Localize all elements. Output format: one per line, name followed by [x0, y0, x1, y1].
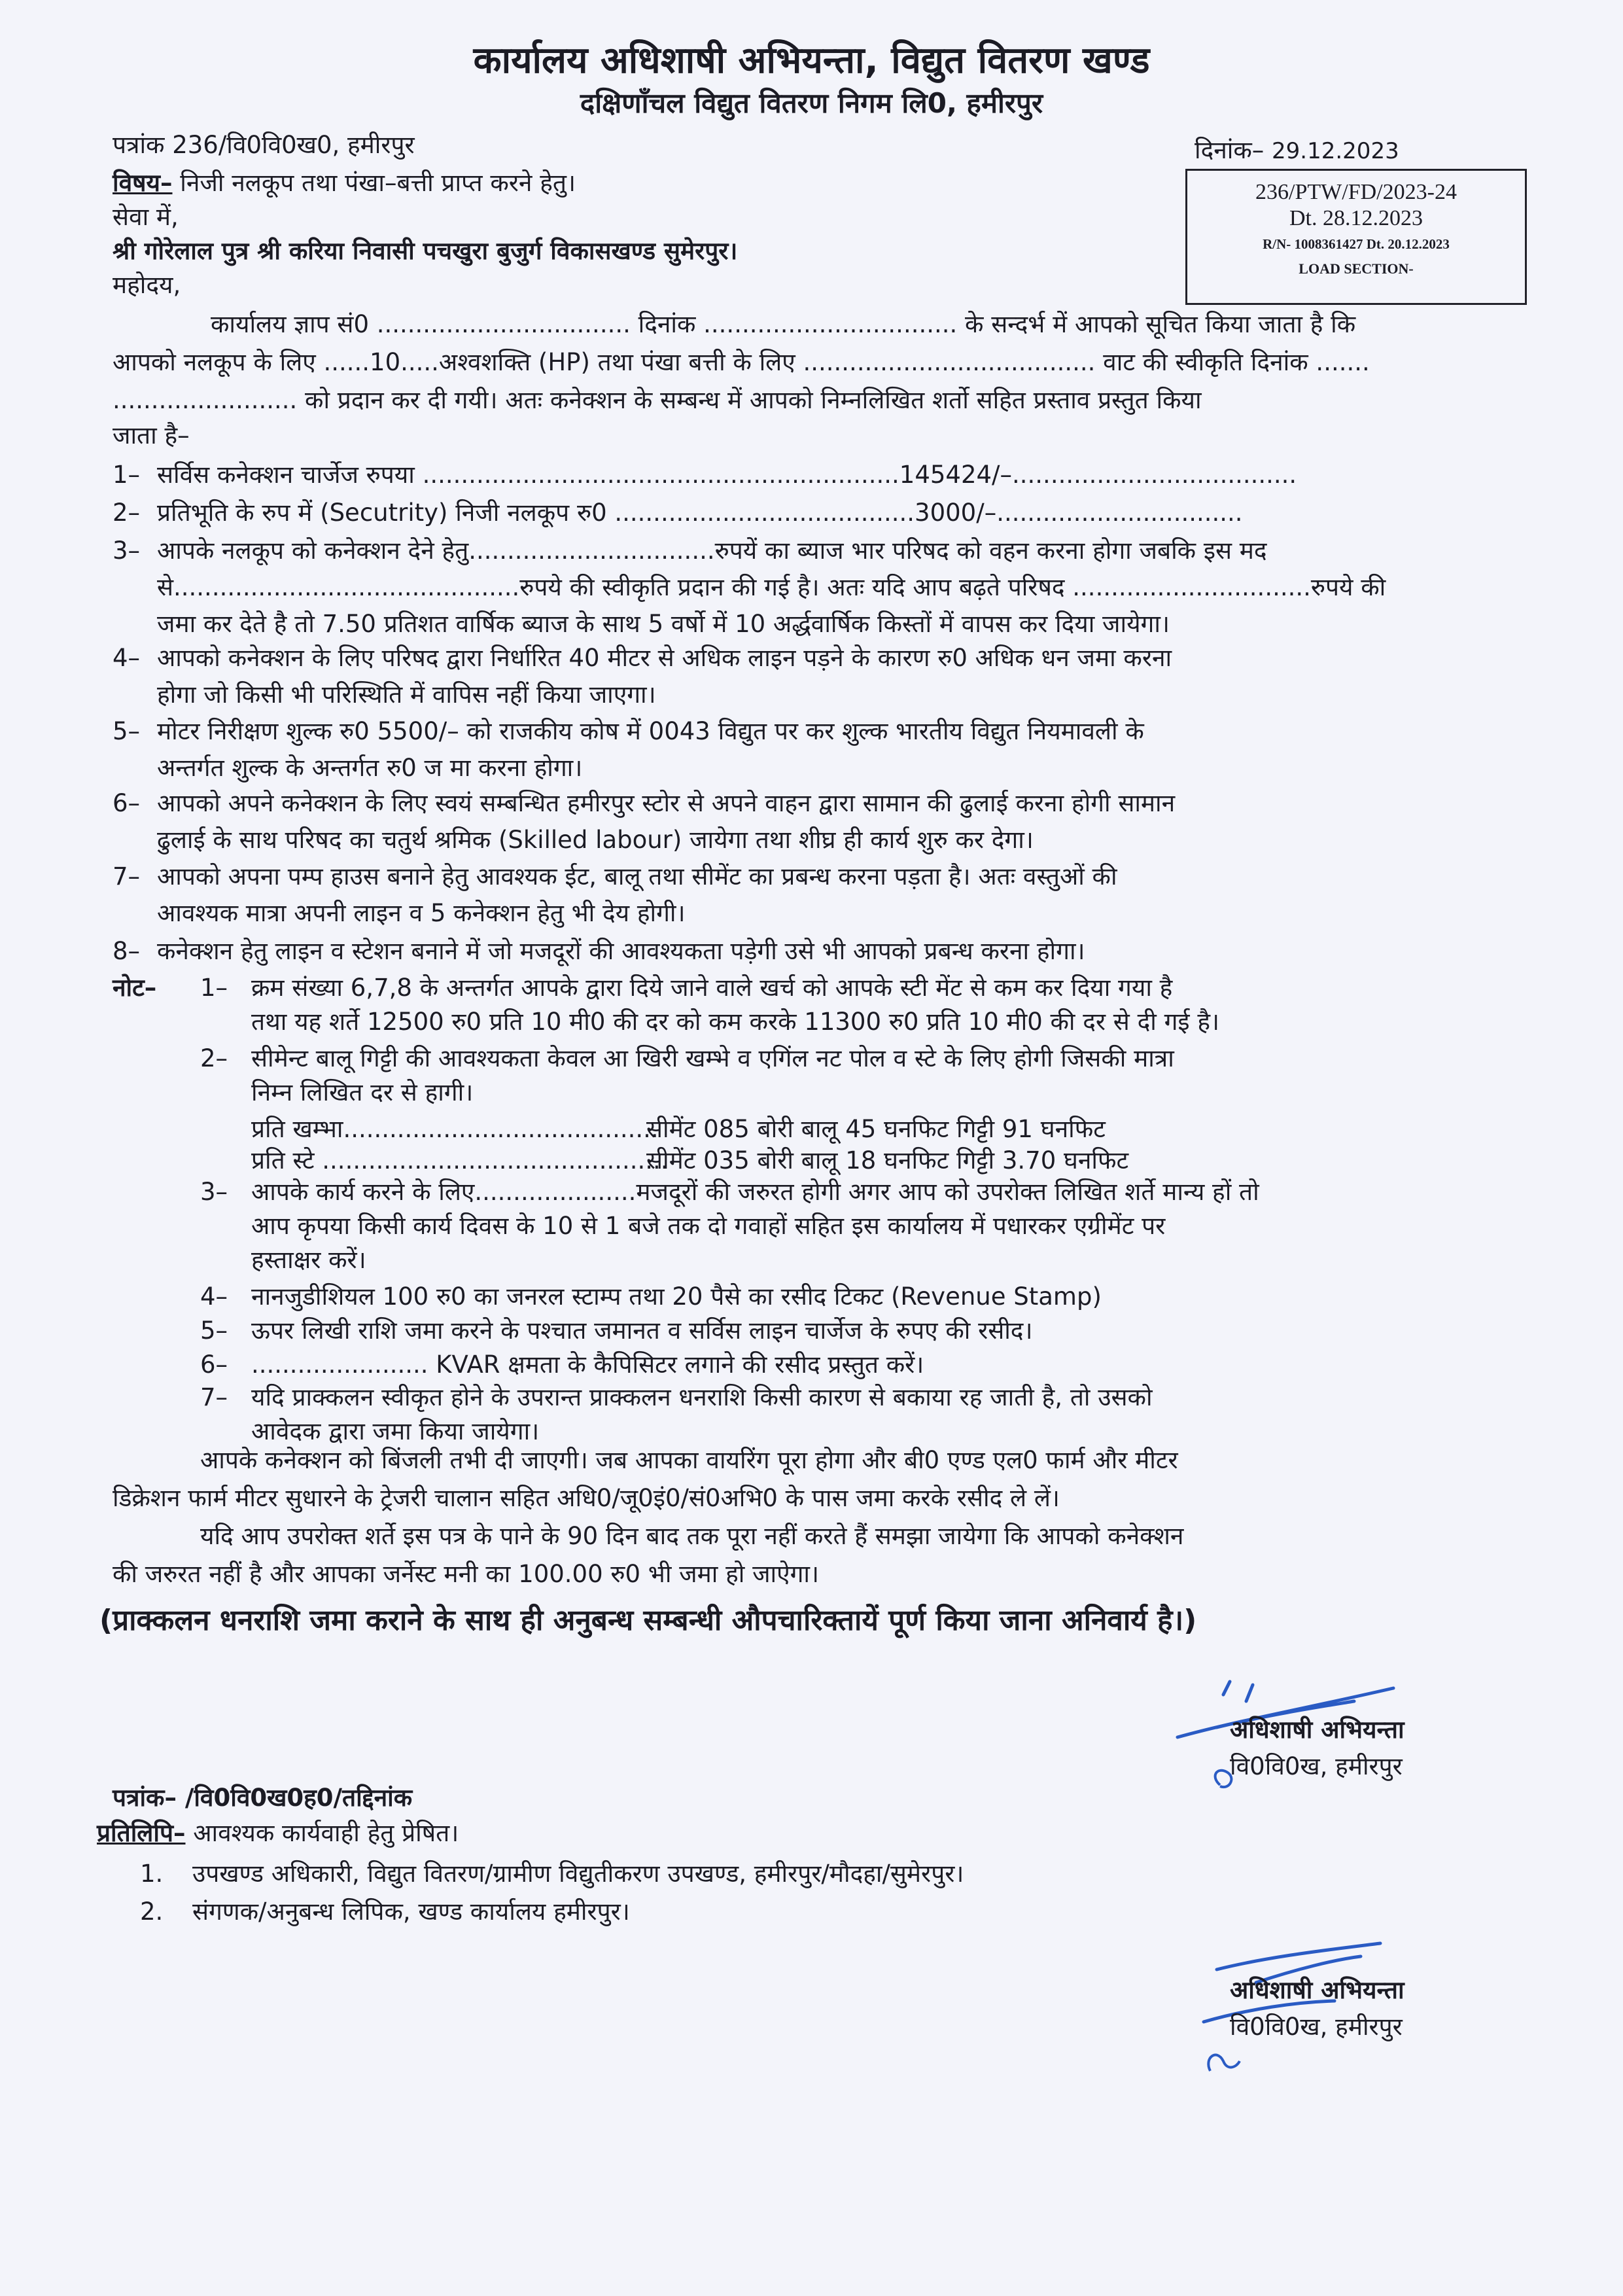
- date-value: 29.12.2023: [1272, 138, 1399, 164]
- condition-number: 6–: [113, 789, 141, 817]
- note-line: सीमेन्ट बालू गिट्टी की आवश्यकता केवल आ खिरी खम्भे व एगिंल नट पोल व स्टे के लिए होगी जिसकी मात्रा: [251, 1044, 1174, 1072]
- condition-number: 4–: [113, 644, 141, 672]
- rate-value: सीमेंट 035 बोरी बालू 18 घनफिट गिट्टी 3.70 घनफिट: [646, 1146, 1129, 1174]
- note-number: 5–: [200, 1316, 228, 1345]
- stamp-line-1: 236/PTW/FD/2023-24: [1255, 180, 1457, 204]
- condition-line: आपके नलकूप को कनेक्शन देने हेतु................................रुपयें का ब्याज भार परिषद को वहन करना होगा जबकि इस मद: [157, 537, 1267, 565]
- condition-line: से.............................................रुपये की स्वीकृति प्रदान की गई है। अतः यदि आप बढ़ते परिषद ...............................रुपये की: [157, 573, 1386, 601]
- condition-line: कनेक्शन हेतु लाइन व स्टेशन बनाने में जो मजदूरों की आवश्यकता पड़ेगी उसे भी आपको प्रबन्ध करना होगा।: [157, 937, 1085, 965]
- condition-number: 1–: [113, 461, 141, 489]
- note-number: 2–: [200, 1044, 228, 1072]
- office-title: कार्यालय अधिशाषी अभियन्ता, विद्युत वितरण खण्ड: [473, 39, 1150, 82]
- copy-label: प्रतिलिपि–: [97, 1819, 186, 1847]
- intro-line-2: आपको नलकूप के लिए ......10.....अश्वशक्ति (HP) तथा पंखा बत्ती के लिए ...................................... वाट की स्वीकृति दिनांक .......: [113, 348, 1370, 376]
- note-number: 1–: [200, 974, 228, 1002]
- intro-line-1: कार्यालय ज्ञाप सं0 ................................. दिनांक ................................. के सन्दर्भ में आपको सूचित किया जाता है कि: [211, 310, 1356, 338]
- copy-item-1-num: 1.: [140, 1860, 164, 1888]
- condition-line: सर्विस कनेक्शन चार्जेज रुपया ..............................................................145424/–.....................................: [157, 461, 1297, 489]
- note-line: आवेदक द्वारा जमा किया जायेगा।: [251, 1417, 540, 1445]
- mandatory-note: (प्राक्कलन धनराशि जमा कराने के साथ ही अनुबन्ध सम्बन्धी औपचारिक्तायें पूर्ण किया जाना अनिवार्य है।): [99, 1604, 1197, 1637]
- closing-para-2a: यदि आप उपरोक्त शर्ते इस पत्र के पाने के 90 दिन बाद तक पूरा नहीं करते हैं समझा जायेगा कि आपको कनेक्शन: [200, 1522, 1184, 1550]
- receipt-stamp: [1185, 169, 1527, 305]
- note-line: आपके कार्य करने के लिए.....................मजदूरों की जरुरत होगी अगर आप को उपरोक्त लिखित शर्ते मान्य हों तो: [251, 1178, 1259, 1206]
- intro-line-3: ........................ को प्रदान कर दी गयी। अतः कनेक्शन के सम्बन्ध में आपको निम्नलिखित शर्तो सहित प्रस्ताव प्रस्तुत किया: [113, 386, 1202, 414]
- rate-value: सीमेंट 085 बोरी बालू 45 घनफिट गिट्टी 91 घनफिट: [646, 1115, 1106, 1143]
- stamp-line-4: LOAD SECTION-: [1299, 260, 1414, 277]
- condition-number: 8–: [113, 937, 141, 965]
- intro-line-4: जाता है–: [113, 421, 190, 450]
- condition-line: आपको अपना पम्प हाउस बनाने हेतु आवश्यक ईट, बालू तथा सीमेंट का प्रबन्ध करना पड़ता है। अतः वस्तुओं की: [157, 862, 1117, 891]
- note-line: ....................... KVAR क्षमता के कैपिसिटर लगाने की रसीद प्रस्तुत करें।: [251, 1351, 924, 1379]
- condition-line: होगा जो किसी भी परिस्थिति में वापिस नहीं किया जाएगा।: [157, 680, 656, 709]
- condition-line: प्रतिभूति के रुप में (Secutrity) निजी नलकूप रु0 .......................................3000/–................................: [157, 499, 1243, 527]
- signature-1-title: अधिशाषी अभियन्ता: [1230, 1716, 1405, 1744]
- closing-para-1a: आपके कनेक्शन को बिंजली तभी दी जाएगी। जब आपका वायरिंग पूरा होगा और बी0 एण्ड एल0 फार्म और मीटर: [200, 1446, 1178, 1474]
- stamp-line-3: R/N- 1008361427 Dt. 20.12.2023: [1263, 236, 1450, 252]
- note-line: हस्ताक्षर करें।: [251, 1246, 366, 1274]
- letter-date: [1195, 133, 1399, 168]
- signature-2-place: वि0वि0ख, हमीरपुर: [1230, 2013, 1403, 2041]
- reference-number: पत्रांक 236/वि0वि0ख0, हमीरपुर: [113, 131, 415, 159]
- condition-line: अन्तर्गत शुल्क के अन्तर्गत रु0 ज मा करना होगा।: [157, 754, 583, 782]
- note-line: ऊपर लिखी राशि जमा करने के पश्चात जमानत व सर्विस लाइन चार्जेज के रुपए की रसीद।: [251, 1316, 1033, 1345]
- condition-line: आपको अपने कनेक्शन के लिए स्वयं सम्बन्धित हमीरपुर स्टोर से अपने वाहन द्वारा सामान की ढुलाई करना होगी सामान: [157, 789, 1176, 817]
- stamp-line-2: Dt. 28.12.2023: [1289, 206, 1423, 230]
- rate-label: प्रति खम्भा.........................................: [251, 1115, 659, 1143]
- copy-item-2-num: 2.: [140, 1898, 164, 1926]
- copy-reference: पत्रांक– /वि0वि0ख0ह0/तद्दिनांक: [113, 1784, 413, 1812]
- condition-number: 2–: [113, 499, 141, 527]
- copy-item-2-text: संगणक/अनुबन्ध लिपिक, खण्ड कार्यालय हमीरपुर।: [192, 1898, 630, 1926]
- note-line: आप कृपया किसी कार्य दिवस के 10 से 1 बजे तक दो गवाहों सहित इस कार्यालय में पधारकर एग्रीमेंट पर: [251, 1212, 1166, 1240]
- condition-line: ढुलाई के साथ परिषद का चतुर्थ श्रमिक (Skilled labour) जायेगा तथा शीघ्र ही कार्य शुरु कर देगा।: [157, 826, 1034, 854]
- note-number: 7–: [200, 1383, 228, 1411]
- subject-label: विषय–: [113, 169, 173, 197]
- office-subtitle: दक्षिणाँचल विद्युत वितरण निगम लि0, हमीरपुर: [580, 87, 1043, 119]
- condition-line: मोटर निरीक्षण शुल्क रु0 5500/– को राजकीय कोष में 0043 विद्युत पर कर शुल्क भारतीय विद्युत नियमावली के: [157, 717, 1144, 745]
- note-line: यदि प्राक्कलन स्वीकृत होने के उपरान्त प्राक्कलन धनराशि किसी कारण से बकाया रह जाती है, तो उसको: [251, 1383, 1153, 1411]
- rate-label: प्रति स्टे .............................................: [251, 1146, 669, 1174]
- date-label: दिनांक–: [1195, 136, 1265, 164]
- signature-2-title: अधिशाषी अभियन्ता: [1230, 1976, 1405, 2004]
- note-line: निम्न लिखित दर से हागी।: [251, 1078, 474, 1106]
- note-number: 6–: [200, 1351, 228, 1379]
- seva-line: सेवा में,: [113, 203, 179, 231]
- note-label: नोट–: [113, 974, 157, 1002]
- salutation: महोदय,: [113, 271, 181, 299]
- note-line: क्रम संख्या 6,7,8 के अन्तर्गत आपके द्वारा दिये जाने वाले खर्च को आपके स्टी मेंट से कम कर दिया गया है: [251, 974, 1173, 1002]
- subject-text: निजी नलकूप तथा पंखा–बत्ती प्राप्त करने हेतु।: [172, 169, 576, 197]
- note-line: नानजुडीशियल 100 रु0 का जनरल स्टाम्प तथा 20 पैसे का रसीद टिकट (Revenue Stamp): [251, 1282, 1102, 1311]
- copy-text: आवश्यक कार्यवाही हेतु प्रेषित।: [185, 1819, 459, 1847]
- note-number: 4–: [200, 1282, 228, 1311]
- condition-line: आवश्यक मात्रा अपनी लाइन व 5 कनेक्शन हेतु भी देय होगी।: [157, 899, 686, 927]
- subject-line: [113, 166, 576, 200]
- copy-line: [97, 1816, 459, 1850]
- condition-line: जमा कर देते है तो 7.50 प्रतिशत वार्षिक ब्याज के साथ 5 वर्षो में 10 अर्द्धवार्षिक किस्तों में वापस कर दिया जायेगा।: [157, 610, 1170, 638]
- copy-item-1-text: उपखण्ड अधिकारी, विद्युत वितरण/ग्रामीण विद्युतीकरण उपखण्ड, हमीरपुर/मौदहा/सुमेरपुर।: [192, 1860, 964, 1888]
- condition-number: 3–: [113, 537, 141, 565]
- condition-number: 5–: [113, 717, 141, 745]
- condition-number: 7–: [113, 862, 141, 891]
- signature-1-place: वि0वि0ख, हमीरपुर: [1230, 1752, 1403, 1780]
- closing-para-2b: की जरुरत नहीं है और आपका जर्नेस्ट मनी का 100.00 रु0 भी जमा हो जाऐगा।: [113, 1560, 820, 1588]
- note-line: तथा यह शर्ते 12500 रु0 प्रति 10 मी0 की दर को कम करके 11300 रु0 प्रति 10 मी0 की दर से दी गई है।: [251, 1008, 1220, 1036]
- note-number: 3–: [200, 1178, 228, 1206]
- recipient-line: श्री गोरेलाल पुत्र श्री करिया निवासी पचखुरा बुजुर्ग विकासखण्ड सुमेरपुर।: [113, 237, 738, 265]
- condition-line: आपको कनेक्शन के लिए परिषद द्वारा निर्धारित 40 मीटर से अधिक लाइन पड़ने के कारण रु0 अधिक धन जमा करना: [157, 644, 1172, 672]
- closing-para-1b: डिक्रेशन फार्म मीटर सुधारने के ट्रेजरी चालान सहित अधि0/जू0इं0/सं0अभि0 के पास जमा करके रसीद ले लें।: [113, 1484, 1060, 1512]
